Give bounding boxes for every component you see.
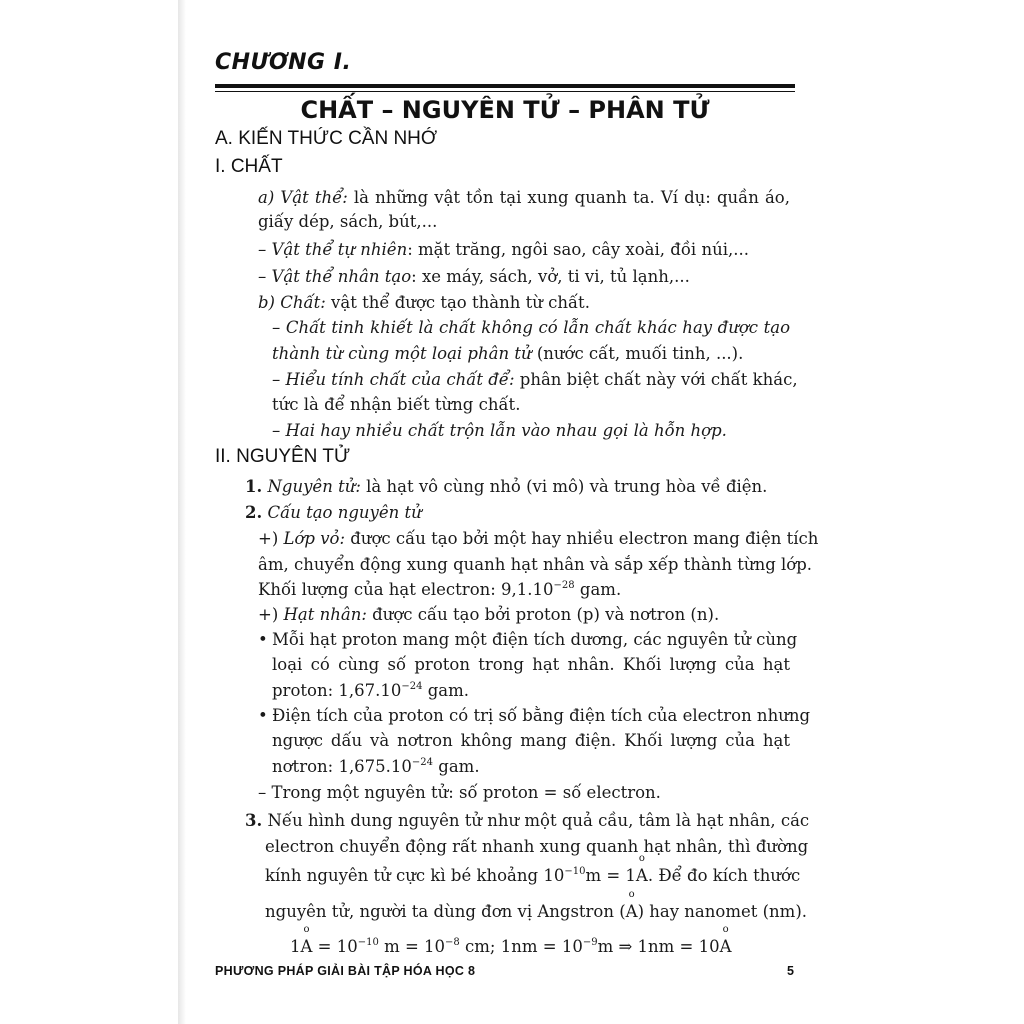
- bullet-1-marker: •: [258, 630, 268, 649]
- lop-vo-line-2: âm, chuyển động xung quanh hạt nhân và sắp xếp thành từng lớp.: [258, 555, 813, 574]
- section-ii-heading: II. NGUYÊN TỬ: [215, 446, 351, 467]
- nguyen-tu-definition-line: 1. Nguyên tử: là hạt vô cùng nhỏ (vi mô) và trung hòa về điện.: [245, 477, 768, 496]
- angstrom-symbol: o A: [636, 866, 648, 885]
- section-i-heading: I. CHẤT: [215, 156, 283, 177]
- dien-tich-line-1: Điện tích của proton có trị số bằng điện tích của electron nhưng: [272, 706, 811, 725]
- hinh-dung-line-2: electron chuyển động rất nhanh xung quanh hạt nhân, thì đường: [265, 837, 809, 856]
- hinh-dung-line-1: 3. Nếu hình dung nguyên tử như một quả cầu, tâm là hạt nhân, các: [245, 811, 810, 830]
- dien-tich-line-2: ngược dấu và nơtron không mang điện. Khối lượng của hạt: [272, 731, 790, 750]
- header-rule-thick: [215, 84, 795, 88]
- page-title: CHẤT – NGUYÊN TỬ – PHÂN TỬ: [300, 96, 710, 124]
- proton-line-3: proton: $1,67.10^{-24}$ gam.: [272, 681, 470, 700]
- chat-tinh-khiet-line-2: thành từ cùng một loại phân tử (nước cất, muối tinh, ...).: [272, 344, 744, 363]
- tinh-chat-line-2: tức là để nhận biết từng chất.: [272, 395, 521, 414]
- vat-the-tu-nhien-line: – Vật thể tự nhiên: mặt trăng, ngôi sao, cây xoài, đồi núi,...: [258, 240, 749, 259]
- vat-the-line-2: giấy dép, sách, bút,...: [258, 212, 438, 231]
- chat-definition-line: b) Chất: vật thể được tạo thành từ chất.: [258, 293, 590, 312]
- angstrom-symbol: o A: [301, 937, 313, 956]
- angstrom-symbol: o A: [720, 937, 732, 956]
- angstrom-symbol: o A: [626, 902, 638, 921]
- page-number: 5: [787, 964, 794, 978]
- vat-the-nhan-tao-line: – Vật thể nhân tạo: xe máy, sách, vở, ti vi, tủ lạnh,...: [258, 267, 690, 286]
- page-edge-shadow: [178, 0, 186, 1024]
- chapter-heading: CHƯƠNG I.: [215, 50, 352, 75]
- proton-line-2: loại có cùng số proton trong hạt nhân. Khối lượng của hạt: [272, 655, 790, 674]
- tinh-chat-line-1: – Hiểu tính chất của chất để: phân biệt chất này với chất khác,: [272, 370, 798, 389]
- chat-tinh-khiet-line-1: – Chất tinh khiết là chất không có lẫn chất khác hay được tạo: [272, 318, 790, 337]
- section-a-heading: A. KIẾN THỨC CẦN NHỚ: [215, 128, 438, 149]
- lop-vo-line-3: Khối lượng của hạt electron: $9,1.10^{-28}$ gam.: [258, 580, 622, 599]
- vat-the-line-1: a) Vật thể: là những vật tồn tại xung quanh ta. Ví dụ: quần áo,: [258, 188, 790, 207]
- hinh-dung-line-4: nguyên tử, người ta dùng đơn vị Angstron (o A) hay nanomet (nm).: [265, 902, 807, 921]
- lop-vo-line-1: +) Lớp vỏ: được cấu tạo bởi một hay nhiều electron mang điện tích: [258, 529, 819, 548]
- conversion-formula: 1o $A = 10^{-10}$ $m = 10^{-8}$ cm; $1nm = 10^{-9}m$ ⇒ 1nm = 10o A: [290, 937, 732, 956]
- proton-equals-electron-line: – Trong một nguyên tử: số proton = số electron.: [258, 783, 661, 802]
- proton-line-1: Mỗi hạt proton mang một điện tích dương, các nguyên tử cùng: [272, 630, 798, 649]
- book-title-footer: PHƯƠNG PHÁP GIẢI BÀI TẬP HÓA HỌC 8: [215, 964, 476, 978]
- header-rule-thin: [215, 91, 795, 92]
- dien-tich-line-3: nơtron: $1,675.10^{-24}$ gam.: [272, 757, 480, 776]
- cau-tao-heading: 2. Cấu tạo nguyên tử: [245, 503, 422, 522]
- hinh-dung-line-3: kính nguyên tử cực kì bé khoảng $10^{-10}m = 1o$ A. Để đo kích thước: [265, 866, 800, 885]
- bullet-2-marker: •: [258, 706, 268, 725]
- hat-nhan-line: +) Hạt nhân: được cấu tạo bởi proton (p) và nơtron (n).: [258, 605, 720, 624]
- hon-hop-line: – Hai hay nhiều chất trộn lẫn vào nhau gọi là hỗn hợp.: [272, 421, 727, 440]
